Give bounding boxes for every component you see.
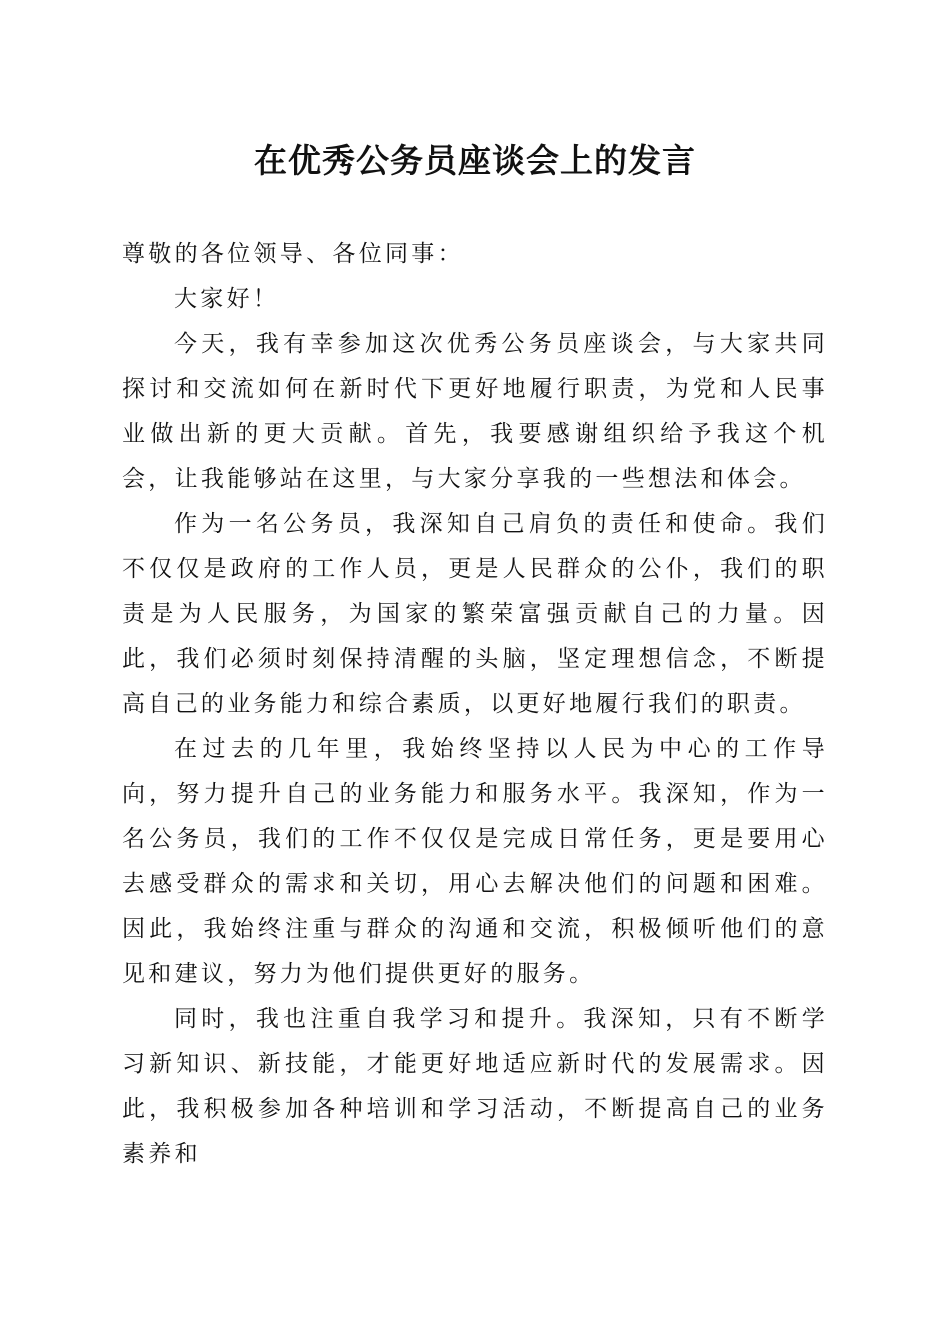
- document-title: 在优秀公务员座谈会上的发言: [254, 141, 696, 180]
- paragraph-1: 今天，我有幸参加这次优秀公务员座谈会，与大家共同探讨和交流如何在新时代下更好地履行职责，为党和人民事业做出新的更大贡献。首先，我要感谢组织给予我这个机会，让我能够站在这里，与大家分享我的一些想法和体会。: [122, 331, 828, 492]
- salutation: 尊敬的各位领导、各位同事：: [122, 241, 464, 267]
- paragraph-4: 同时，我也注重自我学习和提升。我深知，只有不断学习新知识、新技能，才能更好地适应新时代的发展需求。因此，我积极参加各种培训和学习活动，不断提高自己的业务素养和: [122, 1006, 828, 1167]
- paragraph-3: 在过去的几年里，我始终坚持以人民为中心的工作导向，努力提升自己的业务能力和服务水平。我深知，作为一名公务员，我们的工作不仅仅是完成日常任务，更是要用心去感受群众的需求和关切，用心去解决他们的问题和困难。因此，我始终注重与群众的沟通和交流，积极倾听他们的意见和建议，努力为他们提供更好的服务。: [122, 736, 828, 987]
- greeting: 大家好！: [174, 286, 280, 312]
- document-body: [122, 232, 828, 1177]
- paragraph-2: 作为一名公务员，我深知自己肩负的责任和使命。我们不仅仅是政府的工作人员，更是人民群众的公仆，我们的职责是为人民服务，为国家的繁荣富强贡献自己的力量。因此，我们必须时刻保持清醒的头脑，坚定理想信念，不断提高自己的业务能力和综合素质，以更好地履行我们的职责。: [122, 511, 828, 717]
